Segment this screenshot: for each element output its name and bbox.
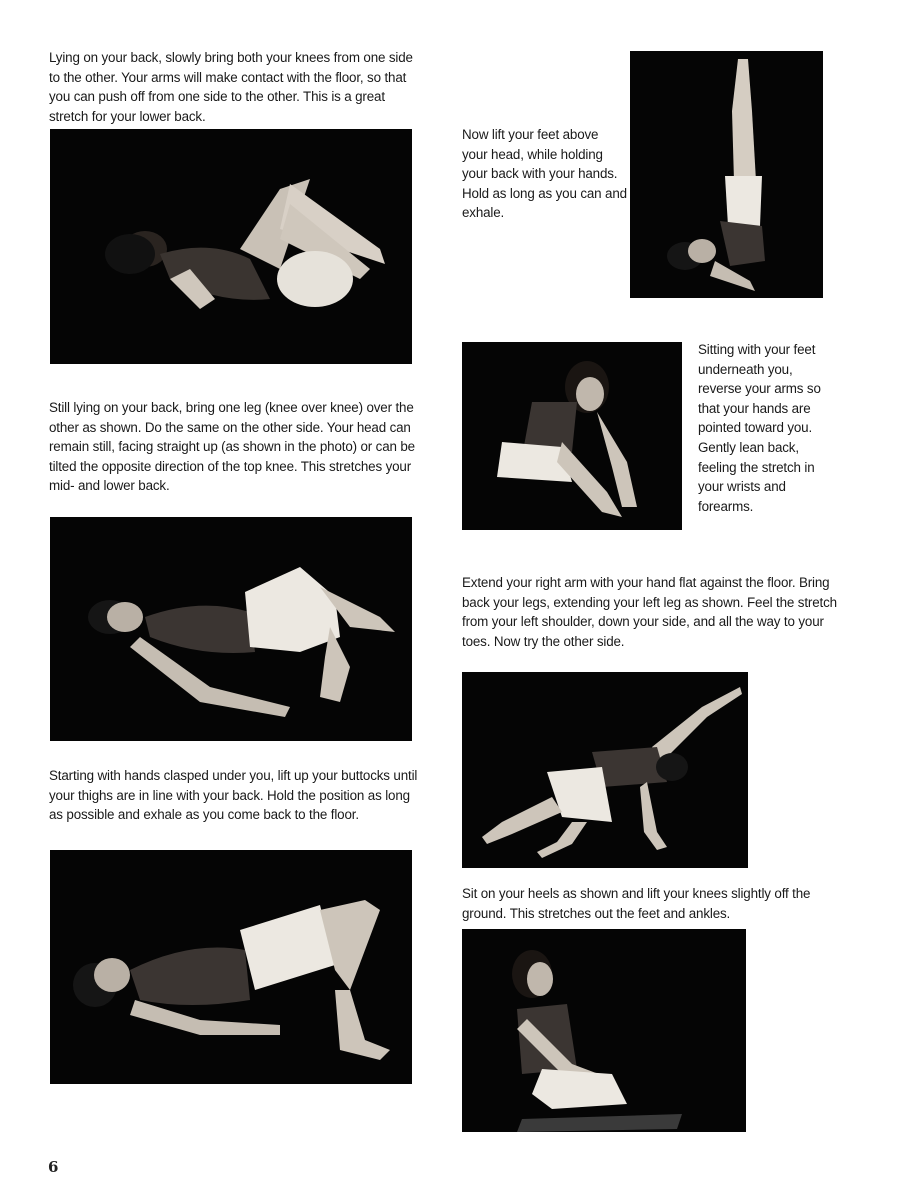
photo-knees-side-to-side bbox=[50, 129, 412, 364]
caption-heel-sit: Sit on your heels as shown and lift your knees slightly off the ground. This stretches out the feet and ankles. bbox=[462, 886, 811, 921]
photo-bridge bbox=[50, 850, 412, 1084]
photo-side-arm-extension bbox=[462, 672, 748, 868]
photo-heel-sit bbox=[462, 929, 746, 1132]
page-number: 6 bbox=[48, 1158, 59, 1176]
caption-knee-over-knee: Still lying on your back, bring one leg (knee over knee) over the other as shown. Do the same on the other side. Your head can remain still, facing straight up (as shown in the photo) or can be tilted the opposite direction of the top knee. This stretches your mid- and lower back. bbox=[49, 400, 415, 494]
photo-wrist-stretch bbox=[462, 342, 682, 530]
photo-shoulder-stand bbox=[630, 51, 823, 298]
caption-shoulder-stand: Now lift your feet above your head, while holding your back with your hands. Hold as long as you can and exhale. bbox=[462, 127, 627, 221]
caption-wrist-stretch: Sitting with your feet underneath you, reverse your arms so that your hands are pointed toward you. Gently lean back, feeling the stretch in your wrists and forearms. bbox=[698, 342, 821, 514]
caption-side-arm-extension: Extend your right arm with your hand flat against the floor. Bring back your legs, extending your left leg as shown. Feel the stretch from your left shoulder, down your side, and all the way to your toes. Now try the other side. bbox=[462, 575, 837, 649]
caption-bridge: Starting with hands clasped under you, lift up your buttocks until your thighs are in line with your back. Hold the position as long as possible and exhale as you come back to the floor. bbox=[49, 768, 418, 823]
caption-knees-side-to-side: Lying on your back, slowly bring both your knees from one side to the other. Your arms will make contact with the floor, so that you can push off from one side to the other. This is a great stretch for your lower back. bbox=[49, 50, 413, 124]
photo-knee-over-knee bbox=[50, 517, 412, 741]
